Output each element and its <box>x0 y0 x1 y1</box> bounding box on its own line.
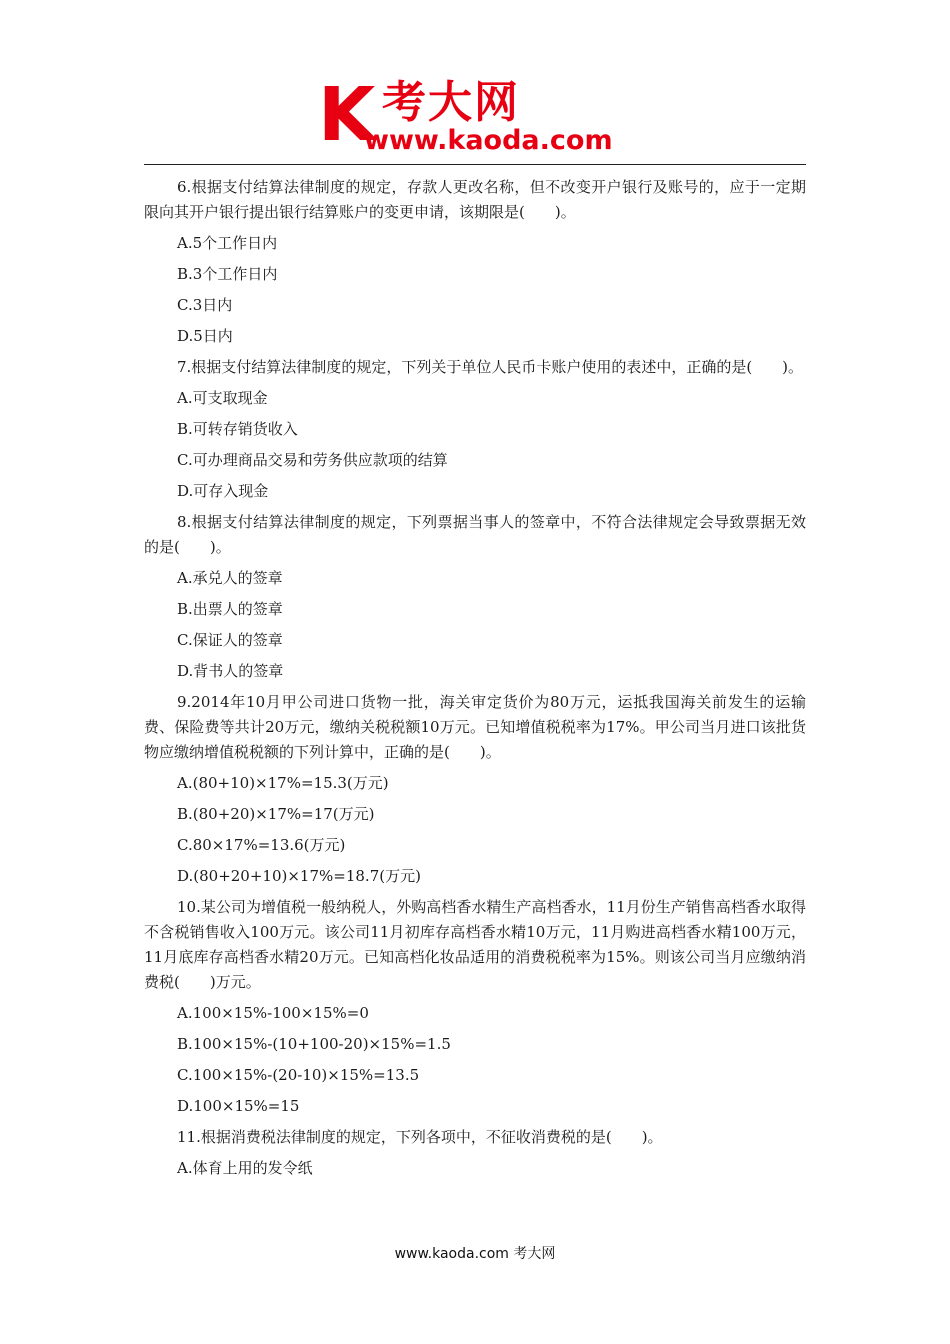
option-c: C.100×15%-(20-10)×15%=13.5 <box>177 1066 420 1084</box>
option-a: A.100×15%-100×15%=0 <box>177 1004 369 1022</box>
option-d: D.可存入现金 <box>177 482 269 500</box>
option-c: C.保证人的签章 <box>177 631 283 649</box>
question-7 <box>144 355 806 504</box>
question-10 <box>144 895 806 1119</box>
question-stem: 6.根据支付结算法律制度的规定，存款人更改名称，但不改变开户银行及账号的，应于一定期限向其开户银行提出银行结算账户的变更申请，该期限是( )。 <box>144 178 806 221</box>
option-b: B.(80+20)×17%=17(万元) <box>177 805 375 823</box>
logo-name: 考大网 <box>382 77 520 128</box>
header-divider <box>144 164 806 165</box>
option-c: C.80×17%=13.6(万元) <box>177 836 346 854</box>
question-stem: 9.2014年10月甲公司进口货物一批，海关审定货价为80万元，运抵我国海关前发生的运输费、保险费等共计20万元，缴纳关税税额10万元。已知增值税税率为17%。甲公司当月进口该批货物应缴纳增值税税额的下列计算中，正确的是( )。 <box>144 693 806 761</box>
question-stem: 7.根据支付结算法律制度的规定，下列关于单位人民币卡账户使用的表述中，正确的是( )。 <box>177 358 804 376</box>
question-8 <box>144 510 806 684</box>
option-b: B.出票人的签章 <box>177 600 283 618</box>
option-a: A.5个工作日内 <box>177 234 278 252</box>
question-9 <box>144 690 806 889</box>
option-b: B.3个工作日内 <box>177 265 278 283</box>
option-a: A.承兑人的签章 <box>177 569 283 587</box>
question-stem: 10.某公司为增值税一般纳税人，外购高档香水精生产高档香水，11月份生产销售高档香水取得不含税销售收入100万元。该公司11月初库存高档香水精10万元，11月购进高档香水精100万元，11月底库存高档香水精20万元。已知高档化妆品适用的消费税税率为15%。则该公司当月应缴纳消费税( )万元。 <box>144 898 806 991</box>
option-d: D.100×15%=15 <box>177 1097 300 1115</box>
option-a: A.体育上用的发令纸 <box>177 1159 313 1177</box>
question-6 <box>144 175 806 349</box>
option-a: A.可支取现金 <box>177 389 268 407</box>
option-a: A.(80+10)×17%=15.3(万元) <box>177 774 389 792</box>
question-11 <box>144 1125 806 1181</box>
question-stem: 11.根据消费税法律制度的规定，下列各项中，不征收消费税的是( )。 <box>177 1128 663 1146</box>
option-d: D.背书人的签章 <box>177 662 284 680</box>
page-footer: www.kaoda.com 考大网 <box>394 1246 556 1262</box>
option-c: C.可办理商品交易和劳务供应款项的结算 <box>177 451 448 469</box>
logo-url: www.kaoda.com <box>364 125 613 156</box>
logo-letter: K <box>318 72 376 158</box>
question-stem: 8.根据支付结算法律制度的规定，下列票据当事人的签章中，不符合法律规定会导致票据无效的是( )。 <box>144 513 806 556</box>
option-c: C.3日内 <box>177 296 233 314</box>
option-b: B.可转存销货收入 <box>177 420 298 438</box>
option-d: D.(80+20+10)×17%=18.7(万元) <box>177 867 421 885</box>
option-d: D.5日内 <box>177 327 233 345</box>
question-list <box>144 175 806 1187</box>
option-b: B.100×15%-(10+100-20)×15%=1.5 <box>177 1035 451 1053</box>
kaoda-logo <box>318 72 638 162</box>
